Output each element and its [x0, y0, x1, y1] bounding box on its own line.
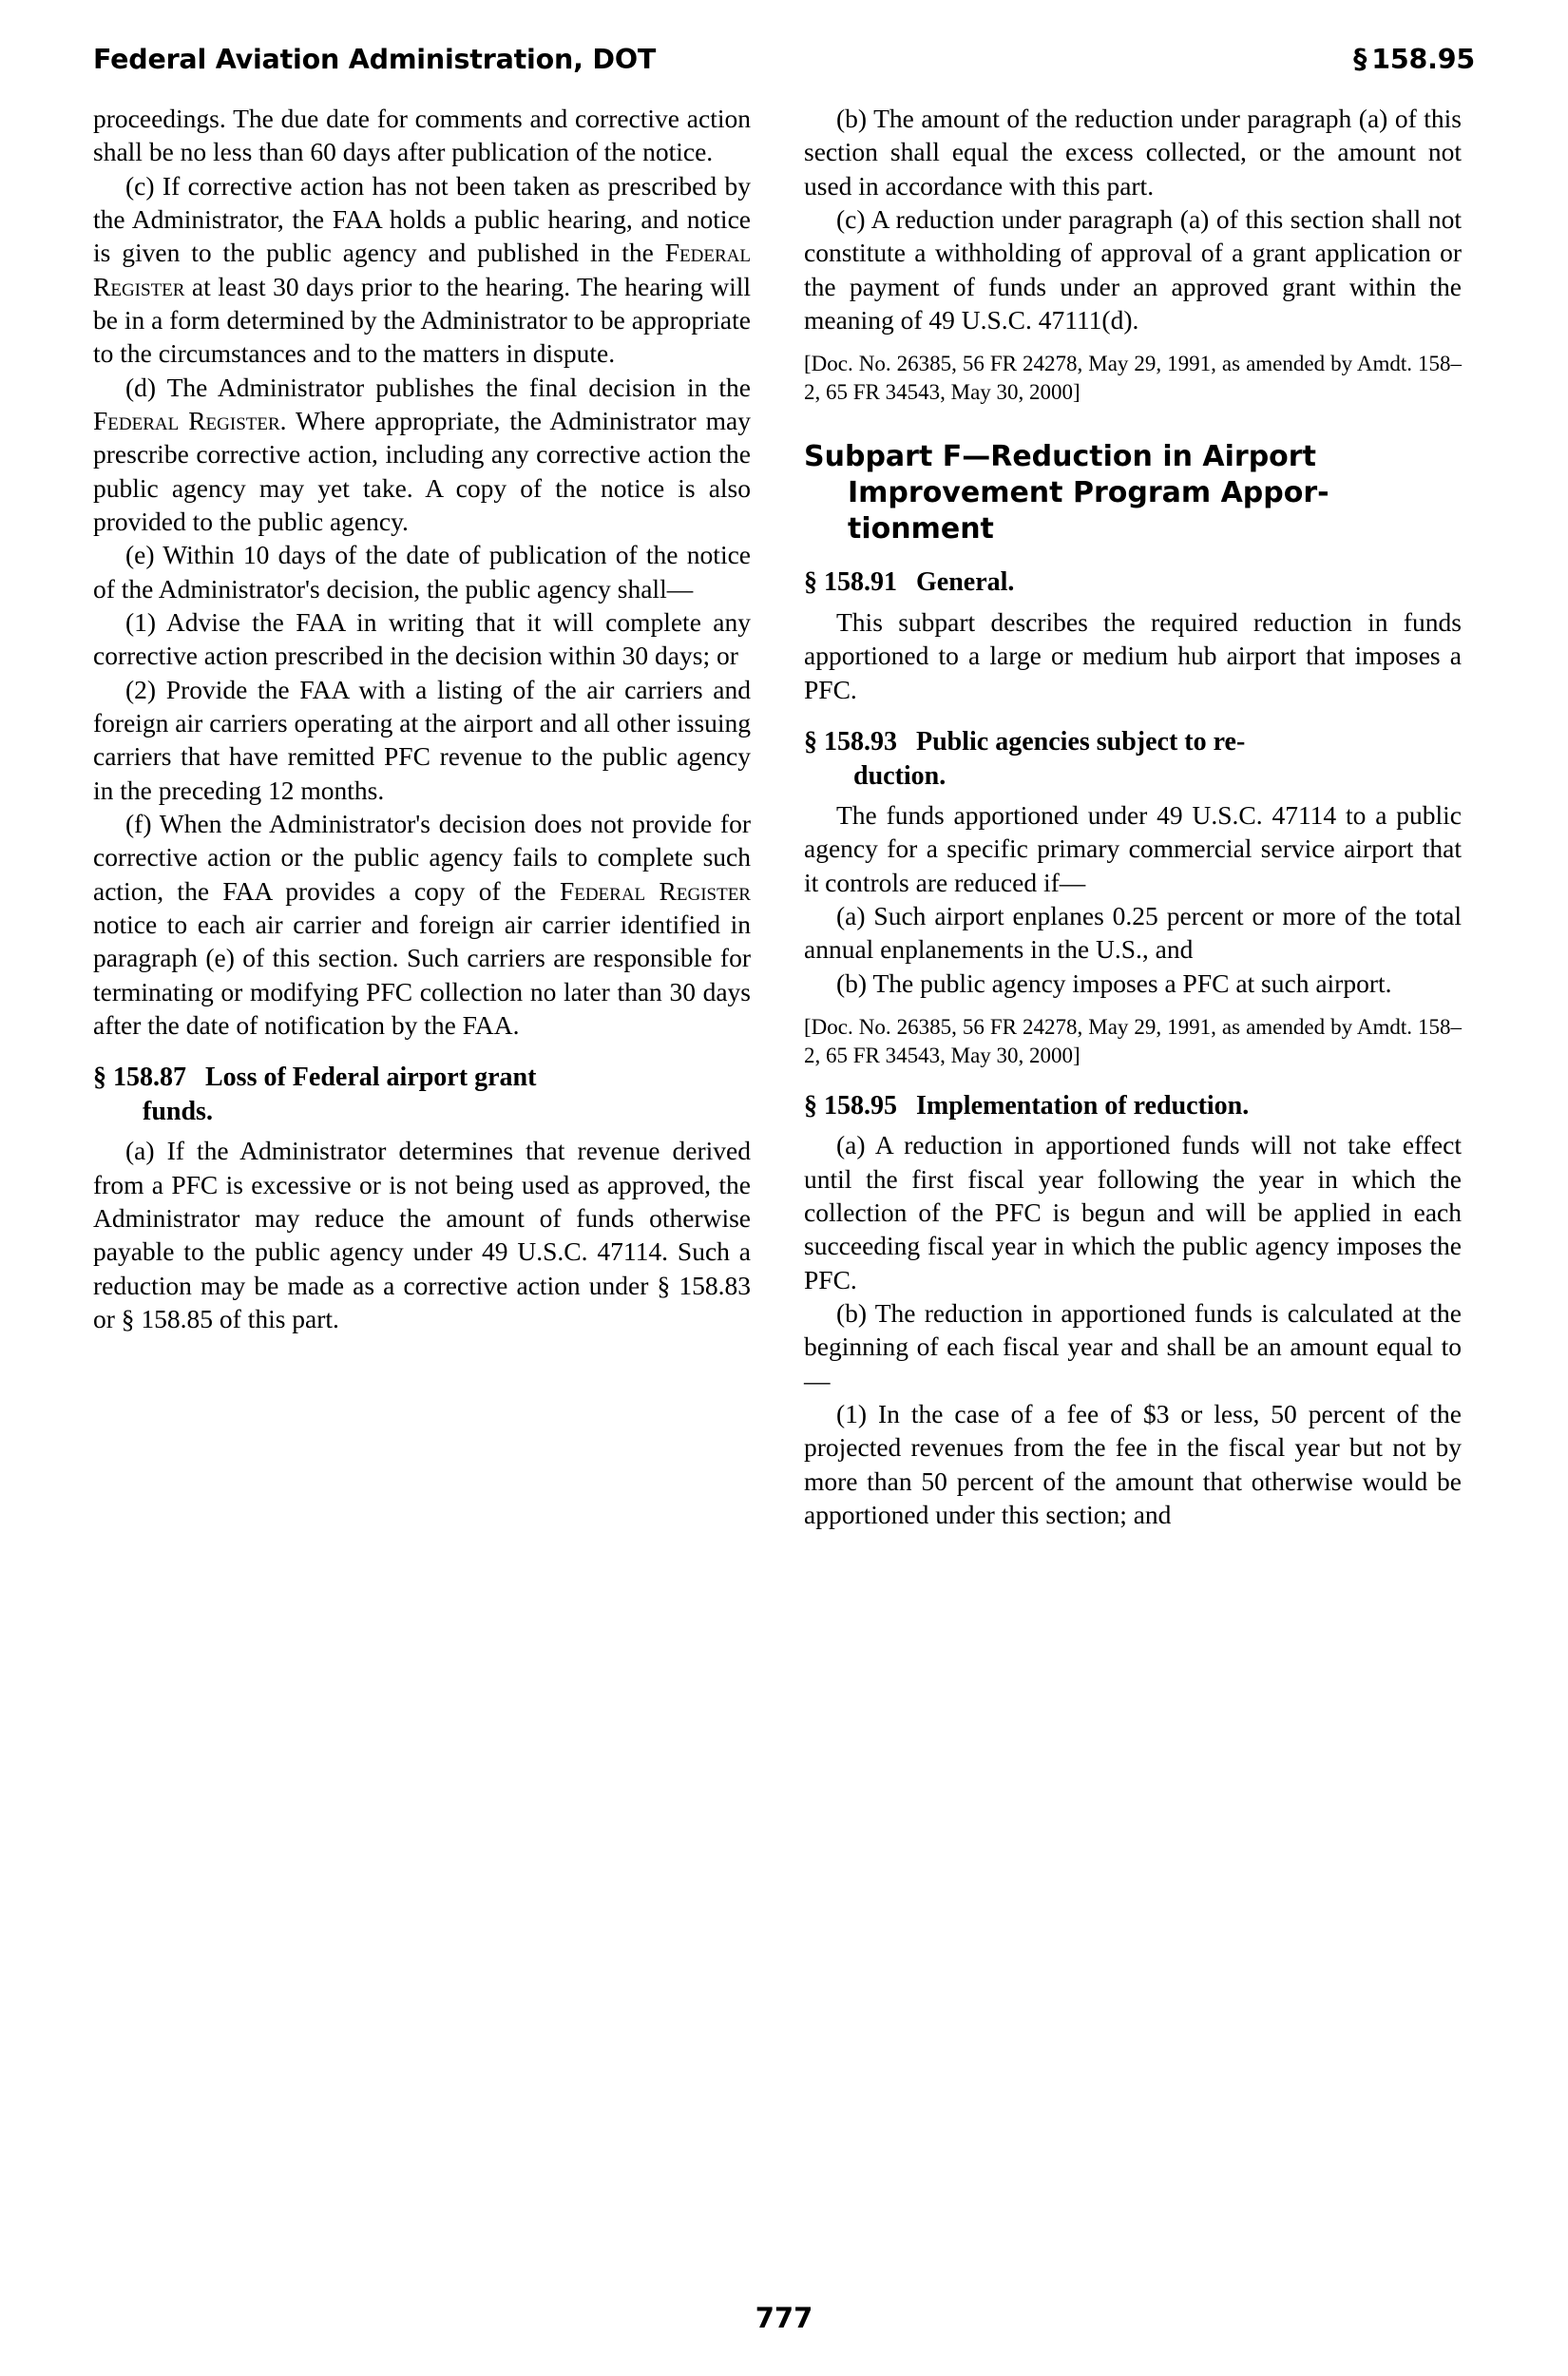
subpart-f-heading-line1: Subpart F—Reduction in Airport — [804, 440, 1316, 474]
running-head-agency: Federal Aviation Administration, DOT — [93, 44, 657, 75]
para-f-no-corrective-action: (f) When the Administrator's decision does not provide for corrective action or the public agency fails to complete such action, the FAA provides a copy of the Federal Register notice to each air carrier and foreign air carrier identified in paragraph (e) of this section. Such carriers are responsible for terminating or modifying PFC collection no later than 30 days after the date of notification by the FAA. — [93, 808, 751, 1040]
section-heading-158-93-title: Public agencies subject to re- — [916, 727, 1246, 757]
section-heading-158-93-number: § 158.93 — [804, 727, 897, 757]
section-heading-158-87-number: § 158.87 — [93, 1063, 186, 1093]
para-e2-provide-listing: (2) Provide the FAA with a listing of the air carriers and foreign air carriers operating at the airport and all other issuing carriers that have remitted PFC revenue to the public agency in the preceding 12 months. — [93, 674, 751, 805]
subpart-f-heading-line2: Improvement Program Appor- — [848, 475, 1329, 509]
section-heading-158-95-number: § 158.95 — [804, 1090, 897, 1121]
running-head-section — [1353, 44, 1475, 75]
section-heading-158-95-title: Implementation of reduction. — [916, 1090, 1250, 1121]
running-head — [93, 44, 1475, 75]
section-number: 158.95 — [1371, 44, 1475, 75]
para-b-amount-reduction: (b) The amount of the reduction under paragraph (a) of this section shall equal the excess collected, or the amount not used in accordance with this part. — [804, 104, 1462, 201]
para-proceedings: proceedings. The due date for comments and corrective action shall be no less than 60 days after publication of the notice. — [93, 104, 751, 167]
section-heading-158-87-title: Loss of Federal airport grant — [205, 1063, 537, 1093]
para-b-calculated-beginning: (b) The reduction in apportioned funds is calculated at the beginning of each fiscal year and shall be an amount equal to— — [804, 1298, 1462, 1395]
section-heading-158-87-title-cont: funds. — [143, 1096, 213, 1126]
section-heading-158-93-title-cont: duction. — [853, 760, 947, 791]
para-158-93-a: (a) Such airport enplanes 0.25 percent or more of the total annual enplanements in the U.S., and — [804, 901, 1462, 965]
para-c-corrective-action: (c) If corrective action has not been taken as prescribed by the Administrator, the FAA holds a public hearing, and notice is given to the public agency and published in the Federal Register at least 30 days prior to the hearing. The hearing will be in a form determined by the Administrator to be appropriate to the circumstances and to the matters in dispute. — [93, 170, 751, 369]
section-heading-158-91 — [804, 565, 1462, 600]
para-e1-advise-faa: (1) Advise the FAA in writing that it will complete any corrective action prescribed in the decision within 30 days; or — [93, 606, 751, 671]
para-158-91-body: This subpart describes the required reduction in funds apportioned to a large or medium hub airport that imposes a PFC. — [804, 607, 1462, 704]
right-column — [804, 102, 1462, 1531]
section-heading-158-91-title: General. — [916, 567, 1015, 598]
para-158-87-a: (a) If the Administrator determines that revenue derived from a PFC is excessive or is not being used as approved, the Administrator may reduce the amount of funds otherwise payable to the public agency under 49 U.S.C. 47114. Such a reduction may be made as a corrective action under § 158.83 or § 158.85 of this part. — [93, 1136, 751, 1333]
para-c-reduction-not-withholding: (c) A reduction under paragraph (a) of this section shall not constitute a withholding of approval of a grant application or the payment of funds under an approved grant within the meaning of 49 U.S.C. 47111(d). — [804, 203, 1462, 335]
section-heading-158-93 — [804, 725, 1462, 793]
subpart-f-heading — [804, 439, 1462, 546]
section-heading-158-91-number: § 158.91 — [804, 567, 897, 598]
section-heading-158-95 — [804, 1089, 1462, 1123]
left-column — [93, 102, 751, 1335]
doc-note-1: [Doc. No. 26385, 56 FR 24278, May 29, 1991, as amended by Amdt. 158–2, 65 FR 34543, May 30, 2000] — [804, 352, 1462, 405]
para-158-93-b: (b) The public agency imposes a PFC at such airport. — [836, 968, 1392, 998]
doc-note-2: [Doc. No. 26385, 56 FR 24278, May 29, 1991, as amended by Amdt. 158–2, 65 FR 34543, May 30, 2000] — [804, 1015, 1462, 1067]
para-158-93-body: The funds apportioned under 49 U.S.C. 47114 to a public agency for a specific primary commercial service airport that it controls are reduced if— — [804, 800, 1462, 897]
para-e-within-10-days: (e) Within 10 days of the date of publication of the notice of the Administrator's decision, the public agency shall— — [93, 540, 751, 604]
two-column-body — [93, 102, 1475, 1531]
page-number: 777 — [755, 2302, 813, 2334]
subpart-f-heading-line3: tionment — [848, 511, 994, 546]
section-heading-158-87 — [93, 1061, 751, 1128]
para-d-final-decision: (d) The Administrator publishes the final decision in the Federal Register. Where appropriate, the Administrator may prescribe corrective action, including any corrective action the public agency may yet take. A copy of the notice is also provided to the public agency. — [93, 372, 751, 536]
para-b1-fee-three-or-less: (1) In the case of a fee of $3 or less, 50 percent of the projected revenues from the fee in the fiscal year but not by more than 50 percent of the amount that otherwise would be apportioned under this section; and — [804, 1399, 1462, 1529]
para-a-reduction-effect: (a) A reduction in apportioned funds will not take effect until the first fiscal year following the year in which the collection of the PFC is begun and will be applied in each succeeding fiscal year in which the public agency imposes the PFC. — [804, 1130, 1462, 1294]
section-symbol: § — [1353, 44, 1367, 75]
